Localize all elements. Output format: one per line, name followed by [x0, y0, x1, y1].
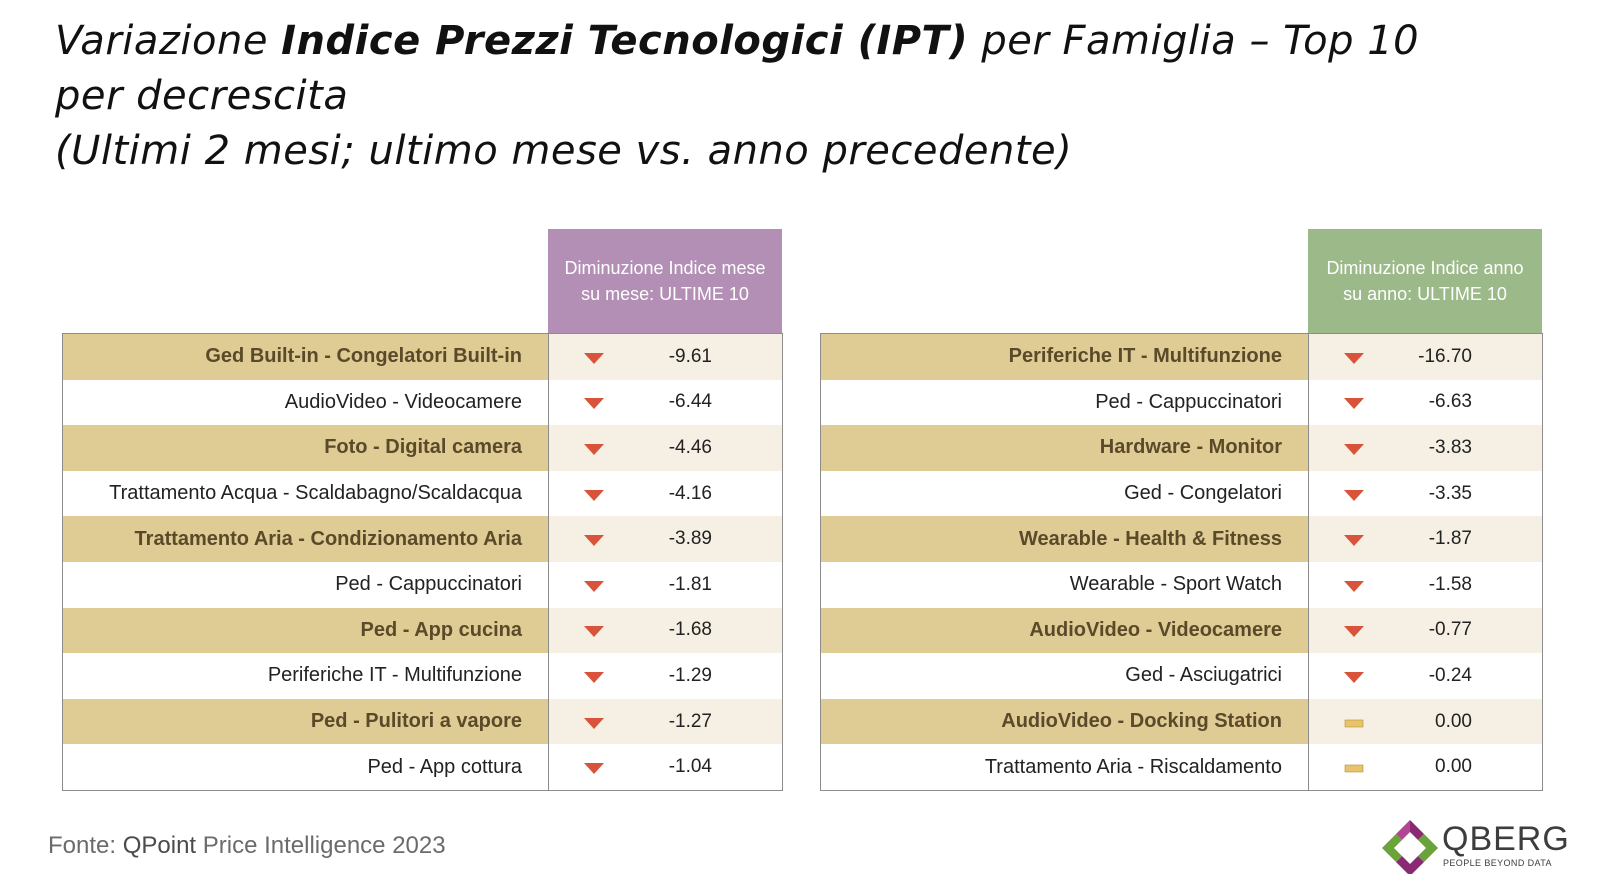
source-note [48, 832, 446, 860]
row-value-cell [1309, 516, 1542, 562]
row-value: -3.83 [1428, 436, 1472, 458]
row-value: -4.46 [668, 436, 712, 458]
row-value: -1.04 [668, 756, 712, 778]
row-label: Ped - Cappuccinatori [63, 562, 549, 608]
title-line-3: (Ultimi 2 mesi; ultimo mese vs. anno precedente) [55, 128, 1073, 174]
row-label: Trattamento Aria - Condizionamento Aria [63, 516, 549, 562]
table-row [821, 471, 1542, 517]
down-triangle-icon [583, 487, 605, 501]
table-row [63, 380, 782, 426]
row-value: -1.27 [668, 710, 712, 732]
table-row [821, 562, 1542, 608]
page-title [55, 14, 1595, 179]
down-triangle-icon [1343, 532, 1365, 546]
row-value-cell [1309, 334, 1542, 380]
down-triangle-icon [1343, 395, 1365, 409]
down-triangle-icon [1343, 669, 1365, 683]
row-value: 0.00 [1435, 756, 1472, 778]
row-value-cell [1309, 608, 1542, 654]
down-triangle-icon [583, 350, 605, 364]
row-value-cell [549, 699, 782, 745]
logo-name: QBERG [1442, 820, 1570, 858]
down-triangle-icon [583, 715, 605, 729]
down-triangle-icon [583, 578, 605, 592]
source-prefix: Fonte: [48, 832, 123, 859]
row-value-cell [549, 425, 782, 471]
row-value-cell [549, 744, 782, 790]
right-table-rows [820, 333, 1543, 791]
row-value: -16.70 [1418, 345, 1472, 367]
table-row [821, 425, 1542, 471]
down-triangle-icon [1343, 350, 1365, 364]
row-label: AudioVideo - Videocamere [821, 608, 1309, 654]
row-label: Ped - Cappuccinatori [821, 380, 1309, 426]
row-value: -4.16 [668, 482, 712, 504]
row-label: Trattamento Acqua - Scaldabagno/Scaldacqua [63, 471, 549, 517]
left-table-header: Diminuzione Indice mese su mese: ULTIME 10 [548, 229, 782, 333]
table-row [821, 608, 1542, 654]
row-value-cell [549, 516, 782, 562]
row-value: -3.35 [1428, 482, 1472, 504]
table-row [63, 699, 782, 745]
title-line-1 [55, 14, 1595, 69]
row-value: 0.00 [1435, 710, 1472, 732]
row-value-cell [1309, 562, 1542, 608]
row-value-cell [549, 471, 782, 517]
down-triangle-icon [1343, 441, 1365, 455]
table-row [821, 334, 1542, 380]
title-line-2: per decrescita [55, 73, 349, 119]
table-row [821, 744, 1542, 790]
table-row [63, 471, 782, 517]
row-label: Wearable - Sport Watch [821, 562, 1309, 608]
row-value: -1.68 [668, 619, 712, 641]
row-value-cell [549, 653, 782, 699]
row-value: -1.58 [1428, 573, 1472, 595]
down-triangle-icon [1343, 623, 1365, 637]
row-value: -0.24 [1428, 664, 1472, 686]
row-value-cell [549, 562, 782, 608]
table-row [63, 608, 782, 654]
row-value-cell [1309, 425, 1542, 471]
row-value: -1.29 [668, 664, 712, 686]
row-label: Ped - App cucina [63, 608, 549, 654]
row-label: Ged - Congelatori [821, 471, 1309, 517]
down-triangle-icon [583, 760, 605, 774]
down-triangle-icon [1343, 487, 1365, 501]
table-row [63, 744, 782, 790]
flat-dash-icon [1343, 760, 1365, 774]
row-label: Trattamento Aria - Riscaldamento [821, 744, 1309, 790]
row-value-cell [549, 380, 782, 426]
row-value: -6.63 [1428, 391, 1472, 413]
row-value: -0.77 [1428, 619, 1472, 641]
down-triangle-icon [1343, 578, 1365, 592]
row-value-cell [1309, 380, 1542, 426]
row-label: Ged Built-in - Congelatori Built-in [63, 334, 549, 380]
row-value: -3.89 [668, 528, 712, 550]
source-brand: QPoint [122, 832, 197, 859]
row-value: -9.61 [668, 345, 712, 367]
row-label: Periferiche IT - Multifunzione [821, 334, 1309, 380]
row-label: Ped - App cottura [63, 744, 549, 790]
row-label: Periferiche IT - Multifunzione [63, 653, 549, 699]
row-value: -1.87 [1428, 528, 1472, 550]
logo-tagline: PEOPLE BEYOND DATA [1443, 858, 1552, 868]
row-label: Foto - Digital camera [63, 425, 549, 471]
table-row [821, 380, 1542, 426]
table-row [821, 516, 1542, 562]
table-row [821, 653, 1542, 699]
table-row [821, 699, 1542, 745]
left-table-rows [62, 333, 783, 791]
title-prefix: Variazione [55, 18, 282, 64]
source-suffix: Price Intelligence 2023 [196, 832, 446, 859]
title-suffix: per Famiglia – Top 10 [968, 18, 1420, 64]
row-label: AudioVideo - Docking Station [821, 699, 1309, 745]
down-triangle-icon [583, 532, 605, 546]
table-row [63, 334, 782, 380]
row-value: -1.81 [668, 573, 712, 595]
row-value-cell [549, 608, 782, 654]
row-value-cell [1309, 744, 1542, 790]
row-value-cell [1309, 699, 1542, 745]
row-value-cell [549, 334, 782, 380]
row-value-cell [1309, 471, 1542, 517]
down-triangle-icon [583, 669, 605, 683]
row-label: Ped - Pulitori a vapore [63, 699, 549, 745]
row-label: Wearable - Health & Fitness [821, 516, 1309, 562]
row-value: -6.44 [668, 391, 712, 413]
table-row [63, 516, 782, 562]
qberg-logo-icon [1380, 818, 1440, 874]
down-triangle-icon [583, 623, 605, 637]
right-table-header: Diminuzione Indice anno su anno: ULTIME 10 [1308, 229, 1542, 333]
row-label: Ged - Asciugatrici [821, 653, 1309, 699]
row-label: AudioVideo - Videocamere [63, 380, 549, 426]
qberg-logo [1380, 818, 1590, 878]
table-row [63, 425, 782, 471]
table-row [63, 562, 782, 608]
title-bold: Indice Prezzi Tecnologici (IPT) [281, 18, 969, 64]
down-triangle-icon [583, 441, 605, 455]
down-triangle-icon [583, 395, 605, 409]
table-row [63, 653, 782, 699]
flat-dash-icon [1343, 715, 1365, 729]
row-label: Hardware - Monitor [821, 425, 1309, 471]
row-value-cell [1309, 653, 1542, 699]
